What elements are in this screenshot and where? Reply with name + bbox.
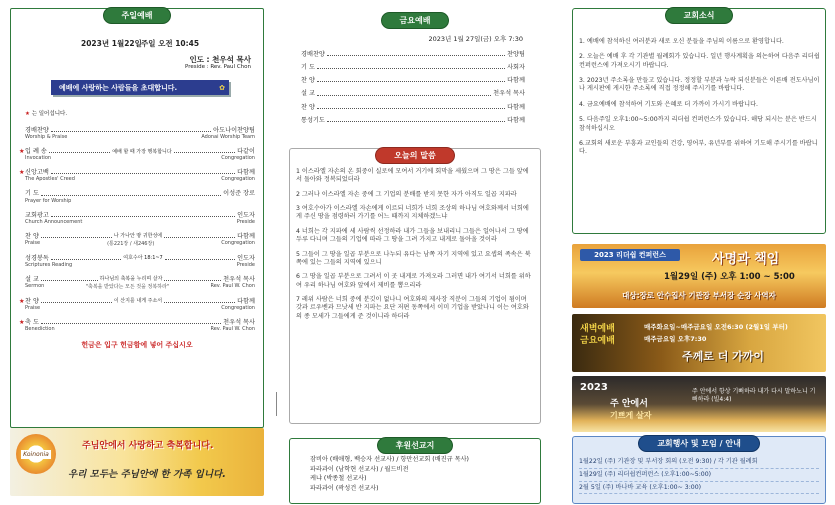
friday-label: 금요예배 xyxy=(580,335,615,346)
event-item: 1월22일 (주) 기관장 및 부서장 회의 (오전 9:30) / 각 기관 월례회 xyxy=(579,456,819,469)
mission-item: 잠비아 (배애형, 백승자 선교사) / 항만선교회 (배진규 목사) xyxy=(310,456,469,463)
mission-list xyxy=(290,454,540,494)
star-icon: ★ xyxy=(19,169,25,177)
events-title: 교회행사 및 모임 / 안내 xyxy=(638,435,760,452)
friday-leader: 천우석 목사 xyxy=(493,90,525,98)
dot-leader xyxy=(41,323,221,324)
star-icon: ★ xyxy=(19,148,25,156)
dot-leader xyxy=(41,280,98,281)
friday-order-item xyxy=(301,104,525,111)
dot-leader xyxy=(327,55,505,56)
verse: 1 이스라엘 자손의 온 회중이 실로에 모여서 거기에 회막을 세웠으며 그 땅은 그들 앞에서 돌아와 정복되었더라 xyxy=(296,168,529,184)
news-box xyxy=(572,8,826,234)
order-detail: 이 산지를 내게 주소서 xyxy=(113,298,163,305)
prayer-labels xyxy=(580,324,615,347)
worship-order-item xyxy=(11,148,263,161)
mission-title: 후원선교지 xyxy=(377,437,454,454)
worship-order-item xyxy=(11,319,263,332)
order-label-en: Invocation xyxy=(25,155,52,162)
order-leader: 인도자 xyxy=(237,254,255,262)
sunday-time: 주일 오전 10:45 xyxy=(141,39,200,48)
order-leader: 인도자 xyxy=(237,211,255,219)
order-leader-en: Congregation xyxy=(221,176,255,183)
order-detail-sub: "축복을 받았다는 xyxy=(85,284,124,290)
worship-order-item xyxy=(11,298,263,311)
order-detail: 여호수아 18:1~7 xyxy=(123,255,163,262)
order-label: 경배찬양 xyxy=(25,127,49,134)
order-label: 축 도 xyxy=(25,319,39,327)
friday-order-item xyxy=(301,51,525,58)
prayer-line2: 매주금요일 오후7:30 xyxy=(644,335,707,343)
dot-leader xyxy=(49,152,110,153)
worship-order-item xyxy=(11,255,263,268)
friday-order xyxy=(301,51,525,124)
year-phrase2: 기쁘게 살자 xyxy=(610,411,652,420)
order-detail: 예배 할 때 가장 행복합니다 xyxy=(112,148,172,155)
order-label: 신앙고백 xyxy=(25,169,49,177)
friday-datetime: 2023년 1월 27일(금) 오후 7:30 xyxy=(428,35,523,43)
order-leader-en: Rev. Paul W. Chon xyxy=(210,326,255,333)
welcome-text: 예배에 사랑하는 사람들을 초대합니다. xyxy=(59,83,178,92)
order-label-en: Church Announcement xyxy=(25,218,83,225)
order-leader-en: Rev. Paul W. Chon xyxy=(210,283,255,289)
friday-leader: 다함께 xyxy=(507,103,525,111)
mission-item: 파라과이 (곽성건 선교사) xyxy=(310,484,379,492)
news-list xyxy=(573,38,825,157)
verse: 4 너희는 각 지파에 세 사람씩 선정하라 내가 그들을 보내리니 그들은 일어나서 그 땅에 두루 다니며 그들의 기업에 따라 그 땅을 그려 가지고 내게로 돌아올 것이라 xyxy=(296,227,529,244)
order-label-en: Praise xyxy=(25,239,41,246)
order-detail-sub: 모든 것을 정복하라" xyxy=(124,284,170,290)
offering-note: 헌금은 입구 헌금함에 넣어 주십시오 xyxy=(81,341,193,350)
order-leader: 다함께 xyxy=(237,169,255,177)
order-leader-en: Preside xyxy=(236,261,255,268)
dot-leader xyxy=(164,280,221,281)
order-label: 기 도 xyxy=(25,190,39,198)
friday-label: 경배찬양 xyxy=(301,51,325,58)
conference-year-title: 2023 리더쉽 컨퍼런스 xyxy=(580,249,680,261)
news-item: 6.교회의 새로운 부흥과 교인들의 건강, 영어부, 유년부를 위하여 기도해 주시기를 바랍니다. xyxy=(579,139,818,156)
worship-order-item xyxy=(11,127,263,140)
order-label-en: Benediction xyxy=(25,326,55,333)
verse: 6 그 땅을 일곱 부분으로 그려서 이 곳 내게로 가져오라 그러면 내가 여기서 너희를 위하여 우리 하나님 여호와 앞에서 제비를 뽑으리라 xyxy=(296,273,531,289)
conference-banner xyxy=(572,244,826,308)
order-leader-en: Adonai Worship Team xyxy=(201,134,255,141)
star-icon: ★ xyxy=(19,319,25,327)
friday-order-item xyxy=(301,77,525,84)
dot-leader xyxy=(41,302,112,303)
friday-label: 통성기도 xyxy=(301,116,325,124)
news-item: 4. 금요예배에 참석하여 기도와 은혜로 더 가까이 가시기 바랍니다. xyxy=(579,100,759,108)
sunday-worship-panel xyxy=(10,8,264,428)
order-label-en: Praise xyxy=(25,305,41,312)
news-item: 5. 다음주일 오후1:00~5:00까지 리더쉽 컨퍼런스가 있습니다. 해당 되시는 분은 반드시 참석하십시오 xyxy=(579,116,817,132)
friday-label: 찬 양 xyxy=(301,77,315,85)
order-label-en: The Apostles' Creed xyxy=(25,176,75,183)
dot-leader xyxy=(317,95,491,96)
sunday-title: 주일예배 xyxy=(103,7,172,24)
conference-target: 대상:장로 안수집사 기관장 부서장 순장 사역자 xyxy=(622,291,776,300)
event-item: 1월29일 (주) 리더쉽컨퍼런스 (오후1:00~5:00) xyxy=(579,469,819,482)
order-label: 찬 양 xyxy=(25,232,39,240)
order-label-en: Prayer for Worship xyxy=(25,197,72,204)
fellowship-banner xyxy=(10,428,264,496)
verse: 2 그러나 이스라엘 자손 중에 그 기업의 분배를 받지 못한 자가 아직도 일곱 지파라 xyxy=(296,190,517,198)
dot-leader xyxy=(51,259,121,260)
news-item: 3. 2023년 주소록을 만들고 있습니다. 정정할 부분과 누락 되신분들은 이른배 전도사님이나 게시판에 게시한 주소록에 직접 정정해 주시기를 바랍니다. xyxy=(579,77,820,93)
stand-note xyxy=(25,109,263,117)
dot-leader xyxy=(41,237,112,238)
order-detail: 하나님의 축복을 누리며 살자 xyxy=(99,276,163,283)
friday-label: 설 교 xyxy=(301,90,315,98)
word-title: 오늘의 말씀 xyxy=(375,147,454,164)
dot-leader xyxy=(164,237,235,238)
sunday-header xyxy=(11,34,263,94)
year-text: 2023 xyxy=(580,382,608,393)
order-leader: 다함께 xyxy=(237,232,256,240)
mission-box xyxy=(289,438,541,504)
dot-leader xyxy=(317,81,505,82)
mission-item: 케냐 (박종철 선교사) xyxy=(310,475,367,483)
order-leader-en: Congregation xyxy=(221,305,255,312)
friday-label: 기 도 xyxy=(301,64,315,72)
friday-leader: 찬양팀 xyxy=(507,51,525,58)
dawn-label: 새벽예배 xyxy=(580,324,615,334)
divider xyxy=(276,392,277,416)
worship-order-item xyxy=(11,169,263,182)
friday-title: 금요예배 xyxy=(381,12,450,29)
prayer-banner xyxy=(572,314,826,372)
friday-order-item xyxy=(301,90,525,97)
friday-leader: 사회자 xyxy=(507,64,525,72)
order-label: 찬 양 xyxy=(25,298,39,305)
order-leader: 천우석 목사 xyxy=(223,319,255,327)
sunday-preacher: 인도 : 천우석 목사 xyxy=(189,55,251,64)
friday-leader: 다함께 xyxy=(507,77,525,85)
dot-leader xyxy=(41,195,221,196)
year-verse: 주 안에서 항상 기뻐하라 내가 다시 말하노니 기뻐하라 (빌4:4) xyxy=(692,388,816,404)
news-title: 교회소식 xyxy=(665,7,734,24)
news-item: 2. 오늘은 예배 후 각 기관별 월례회가 있습니다. 일년 행사계획을 의논하여 다음주 리더쉽 컨퍼런스에 가져오시기 바랍니다. xyxy=(579,53,820,69)
sunday-date: 2023년 1월22일 xyxy=(81,39,142,48)
verse: 5 그들이 그 땅을 일곱 부분으로 나누되 유다는 남쪽 자기 지역에 있고 요셉의 족속은 북쪽에 있는 그들의 지역에 있으니 xyxy=(296,250,531,266)
order-detail-sub: (통221장 / 새246장) xyxy=(107,240,155,247)
events-box xyxy=(572,436,826,504)
dot-leader xyxy=(165,259,235,260)
order-detail: 나 가나안 땅 귀한성에 xyxy=(113,233,163,239)
dot-leader xyxy=(174,152,235,153)
stand-note-text: 는 일어섭니다. xyxy=(31,111,68,117)
order-label-en: Scriptures Reading xyxy=(25,261,73,268)
friday-order-item xyxy=(301,117,525,124)
dot-leader xyxy=(51,216,235,217)
friday-label: 찬 양 xyxy=(301,103,315,111)
conference-date: 1월29일 (주) 오후 1:00 ~ 5:00 xyxy=(664,272,795,282)
koinonia-logo xyxy=(16,434,56,474)
mission-item: 파라과이 (남학현 선교사) / 월드비전 xyxy=(310,465,409,473)
todays-word-box xyxy=(289,148,541,424)
order-leader: 아도나이찬양팀 xyxy=(213,127,255,134)
dot-leader xyxy=(51,173,235,174)
year-phrase1: 주 안에서 xyxy=(610,399,648,409)
star-icon: ★ xyxy=(25,111,30,117)
order-label: 성경봉독 xyxy=(25,254,49,262)
flower-icon: ✿ xyxy=(219,83,225,92)
worship-order-item xyxy=(11,233,263,247)
news-item: 1. 예배에 참석하신 여러분과 새로 오신 분들을 주님의 이름으로 환영합니다. xyxy=(579,38,784,45)
order-leader: 다같이 xyxy=(237,148,255,156)
order-leader: 천우석 목사 xyxy=(223,275,256,283)
dot-leader xyxy=(164,302,235,303)
dot-leader xyxy=(317,68,505,69)
order-leader-en: Congregation xyxy=(221,155,255,162)
prayer-slogan: 주께로 더 가까이 xyxy=(682,350,765,363)
year-theme-banner xyxy=(572,376,826,432)
verse: 3 여호수아가 이스라엘 자손에게 이르되 너희가 너희 조상의 하나님 여호와께서 너희에게 주신 땅을 점령하러 가기를 어느 때까지 지체하겠느냐 xyxy=(296,205,529,221)
order-label: 설 교 xyxy=(25,275,39,283)
conference-headline: 사명과 책임 xyxy=(712,252,780,267)
star-icon: ★ xyxy=(19,298,25,305)
worship-order-item xyxy=(11,212,263,225)
koinonia-logo-text: Koinonia xyxy=(23,450,49,458)
friday-order-item xyxy=(301,64,525,71)
worship-order-item xyxy=(11,276,263,290)
order-leader: 다함께 xyxy=(237,298,256,305)
prayer-line1: 매주화요일~매주금요일 오전6:30 (2월1일 부터) xyxy=(644,323,788,331)
verse-list xyxy=(290,164,540,329)
sunday-preacher-en: Preside : Rev. Paul Chon xyxy=(184,64,251,70)
fellowship-line2: 우리 모두는 주님안에 한 가족 입니다. xyxy=(68,469,226,480)
friday-leader: 다함께 xyxy=(507,116,525,124)
order-label: 교회광고 xyxy=(25,211,49,219)
dot-leader xyxy=(317,108,505,109)
order-label: 입 례 송 xyxy=(25,148,47,156)
order-leader: 이성준 장로 xyxy=(223,190,255,198)
order-label-en: Sermon xyxy=(25,283,45,289)
dot-leader xyxy=(327,121,505,122)
middle-column xyxy=(289,8,541,492)
order-of-worship xyxy=(11,127,263,332)
order-label-en: Worship & Praise xyxy=(25,134,68,141)
order-leader-en: Preside xyxy=(236,218,255,225)
events-list xyxy=(573,452,825,498)
event-item: 2월 5일 (주) 바나바 교육 (오후1:00~ 3:00) xyxy=(579,482,819,495)
worship-order-item xyxy=(11,190,263,203)
dot-leader xyxy=(51,131,211,132)
order-leader-en: Congregation xyxy=(221,239,255,246)
fellowship-line1: 주님안에서 사랑하고 축복합니다. xyxy=(82,441,214,451)
verse: 7 레위 사람은 너희 중에 분깃이 없나니 여호와의 제사장 직분이 그들의 기업이 됨이며 갓과 르우벤과 므낫세 반 지파는 요단 저편 동쪽에서 이미 기업을 받았나니 이는 여호와의 종 모세가 그들에게 준 것이니라 하더라 xyxy=(296,295,529,320)
right-column xyxy=(572,8,826,491)
